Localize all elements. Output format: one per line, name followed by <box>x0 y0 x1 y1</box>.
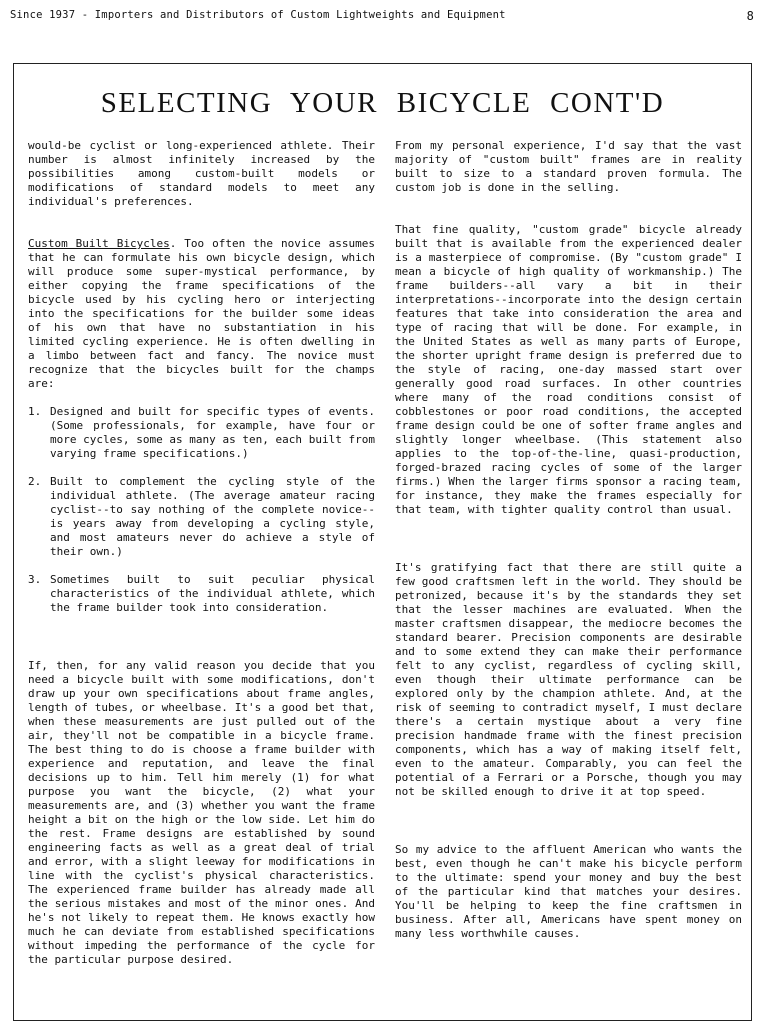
left-paragraph-1: would-be cyclist or long-experienced athlete. Their number is almost infinitely increased by the possibilities among custom-built models or modifications of standard models to meet any individual's preferences. <box>28 139 375 208</box>
left-paragraph-3: If, then, for any valid reason you decide that you need a bicycle built with some modifications, don't draw up your own specifications about frame angles, length of tubes, or wheelbase. It's a good bet that, when these measurements are just pulled out of the air, they'll not be compatible in a bicycle frame. The best thing to do is choose a frame builder with experience and reputation, and leave the final decisions up to him. Tell him merely (1) for what purpose you want the bicycle, (2) what your measurements are, and (3) whether you want the frame height a bit on the high or the low side. Let him do the rest. Frame designs are established by sound engineering facts as well as a great deal of trial and error, with a slight leeway for modifications in line with the cyclist's physical characteristics. The experienced frame builder has already made all the serious mistakes and most of the minor ones. And he's not likely to repeat them. He knows exactly how much he can deviate from established specifications without impeding the performance of the cycle for the particular purpose desired. <box>28 659 375 966</box>
company-tagline: Since 1937 - Importers and Distributors of Custom Lightweights and Equipment <box>10 9 506 21</box>
list-item-text: Designed and built for specific types of events. (Some professionals, for example, have four or more cycles, some as many as ten, each built from varying frame specifications.) <box>50 405 375 460</box>
list-item-number: 3. <box>28 573 42 586</box>
article-frame <box>13 63 752 1021</box>
list-item <box>28 573 375 615</box>
left-paragraph-2-body: . Too often the novice assumes that he can formulate his own bicycle design, which will produce some super-mystical performance, by either copying the frame specifications of the bicycle used by his cycling hero or interjecting into the specifications for the builder some ideas of his own that have no substantiation in his limited cycling experience. He is often dwelling in a limbo between fact and fancy. The novice must recognize that the bicycles built for the champs are: <box>28 237 375 390</box>
right-paragraph-2: That fine quality, "custom grade" bicycle already built that is available from the experienced dealer is a masterpiece of compromise. (By "custom grade" I mean a bicycle of high quality of workmanship.) The frame builders--all vary a bit in their interpretations--incorporate into the design certain features that take into consideration the area and type of racing that will be done. For example, in the United States as well as many parts of Europe, the shorter upright frame design is preferred due to the style of racing, one-day massed start over generally good road surfaces. In other countries where many of the road conditions consist of cobblestones or poor road conditions, the accepted frame design could be one of softer frame angles and slightly longer wheelbase. (This statement also applies to the top-of-the-line, quasi-production, forged-brazed racing cycles of some of the larger firms.) When the larger firms sponsor a racing team, for instance, they make the frames especially for that team, with tighter quality control than usual. <box>395 223 742 516</box>
left-paragraph-2 <box>28 237 375 391</box>
right-column <box>395 139 742 941</box>
section-heading-custom-built: Custom Built Bicycles <box>28 237 170 250</box>
requirements-list <box>28 405 375 615</box>
running-header <box>10 9 758 25</box>
right-paragraph-3: It's gratifying fact that there are still quite a few good craftsmen left in the world. They should be petronized, because it's by the standards they set that the lesser machines are evaluated. When the master craftsmen disappear, the mediocre becomes the standard bearer. Precision components are desirable and to some extend they can make their performance felt to any cyclist, regardless of cycling skill, even though their ultimate performance can be explored only by the champion athlete. And, at the risk of seeming to contradict myself, I must declare there's a certain mystique about a very fine precision handmade frame with the finest precision components, which has a way of making itself felt, even to the amateur. Comparably, you can feel the potential of a Ferrari or a Porsche, though you may not be skilled enough to drive it at top speed. <box>395 561 742 798</box>
list-item <box>28 475 375 559</box>
list-item-text: Built to complement the cycling style of the individual athlete. (The average amateur racing cyclist--to say nothing of the complete novice--is years away from developing a cycling style, and most amateurs never do achieve a style of their own.) <box>50 475 375 558</box>
article-title: SELECTING YOUR BICYCLE CONT'D <box>100 87 665 119</box>
right-paragraph-1: From my personal experience, I'd say that the vast majority of "custom built" frames are in reality built to size to a standard proven formula. The custom job is done in the selling. <box>395 139 742 194</box>
right-paragraph-4: So my advice to the affluent American who wants the best, even though he can't make his bicycle perform to the ultimate: spend your money and buy the best of the particular kind that matches your desires. You'll be helping to keep the fine craftsmen in business. After all, Americans have spent money on many less worthwhile causes. <box>395 843 742 940</box>
list-item-text: Sometimes built to suit peculiar physical characteristics of the individual athlete, which the frame builder took into consideration. <box>50 573 375 614</box>
left-column <box>28 139 375 967</box>
list-item-number: 1. <box>28 405 42 418</box>
page-number: 8 <box>746 9 754 23</box>
list-item-number: 2. <box>28 475 42 488</box>
list-item <box>28 405 375 461</box>
